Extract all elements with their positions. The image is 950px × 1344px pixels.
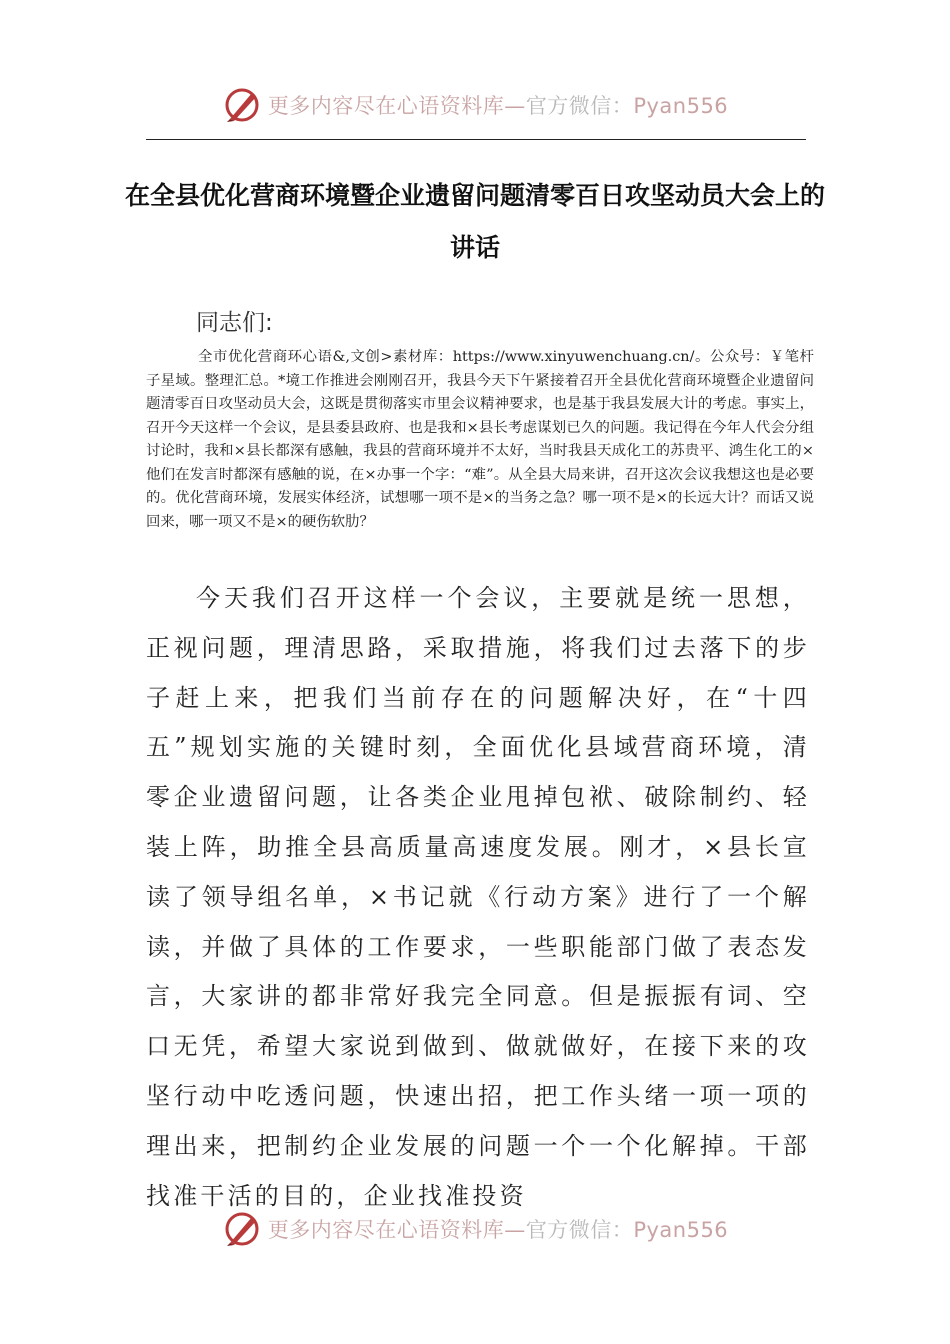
intro-paragraph: 全市优化营商环心语&,文创>素材库：https://www.xinyuwenchuang.cn/。公众号：￥笔杆子星域。整理汇总。*境工作推进会刚刚召开，我县今天下午紧接着召开全县优化营商环境暨企业遗留问题清零百日攻坚动员大会，这既是贯彻落实市里会议精神要求，也是基于我县发展大计的考虑。事实上，召开今天这样一个会议，是县委县政府、也是我和×县长考虑谋划已久的问题。我记得在今年人代会分组讨论时，我和×县长都深有感触，我县的营商环境并不太好，当时我县天成化工的苏贵平、鸿生化工的×他们在发言时都深有感触的说，在×办事一个字：“难”。从全县大局来讲，召开这次会议我想这也是必要的。优化营商环境，发展实体经济，试想哪一项不是×的当务之急？哪一项不是×的长远大计？而话又说回来，哪一项又不是×的硬伤软肋？ <box>146 349 814 530</box>
salutation: 同志们: <box>196 310 273 336</box>
header-divider <box>146 139 806 140</box>
document-title: 在全县优化营商环境暨企业遗留问题清零百日攻坚动员大会上的讲话 <box>124 181 825 262</box>
pen-logo-icon <box>222 85 262 125</box>
banner-text: 更多内容尽在心语资料库—官方微信：Pyan556 <box>267 94 729 118</box>
body-paragraph: 今天我们召开这样一个会议，主要就是统一思想，正视问题，理清思路，采取措施，将我们过去落下的步子赶上来，把我们当前存在的问题解决好，在“十四五”规划实施的关键时刻，全面优化县域营商环境，清零企业遗留问题，让各类企业甩掉包袱、破除制约、轻装上阵，助推全县高质量高速度发展。刚才，×县长宣读了领导组名单，×书记就《行动方案》进行了一个解读，并做了具体的工作要求，一些职能部门做了表态发言，大家讲的都非常好我完全同意。但是振振有词、空口无凭，希望大家说到做到、做就做好，在接下来的攻坚行动中吃透问题，快速出招，把工作头绪一项一项的理出来，把制约企业发展的问题一个一个化解掉。干部找准干活的目的，企业找准投资 <box>146 584 810 1210</box>
pen-logo-icon <box>222 1209 262 1249</box>
footer-banner <box>0 1204 950 1254</box>
header-banner <box>0 80 950 130</box>
banner-text: 更多内容尽在心语资料库—官方微信：Pyan556 <box>267 1218 729 1242</box>
